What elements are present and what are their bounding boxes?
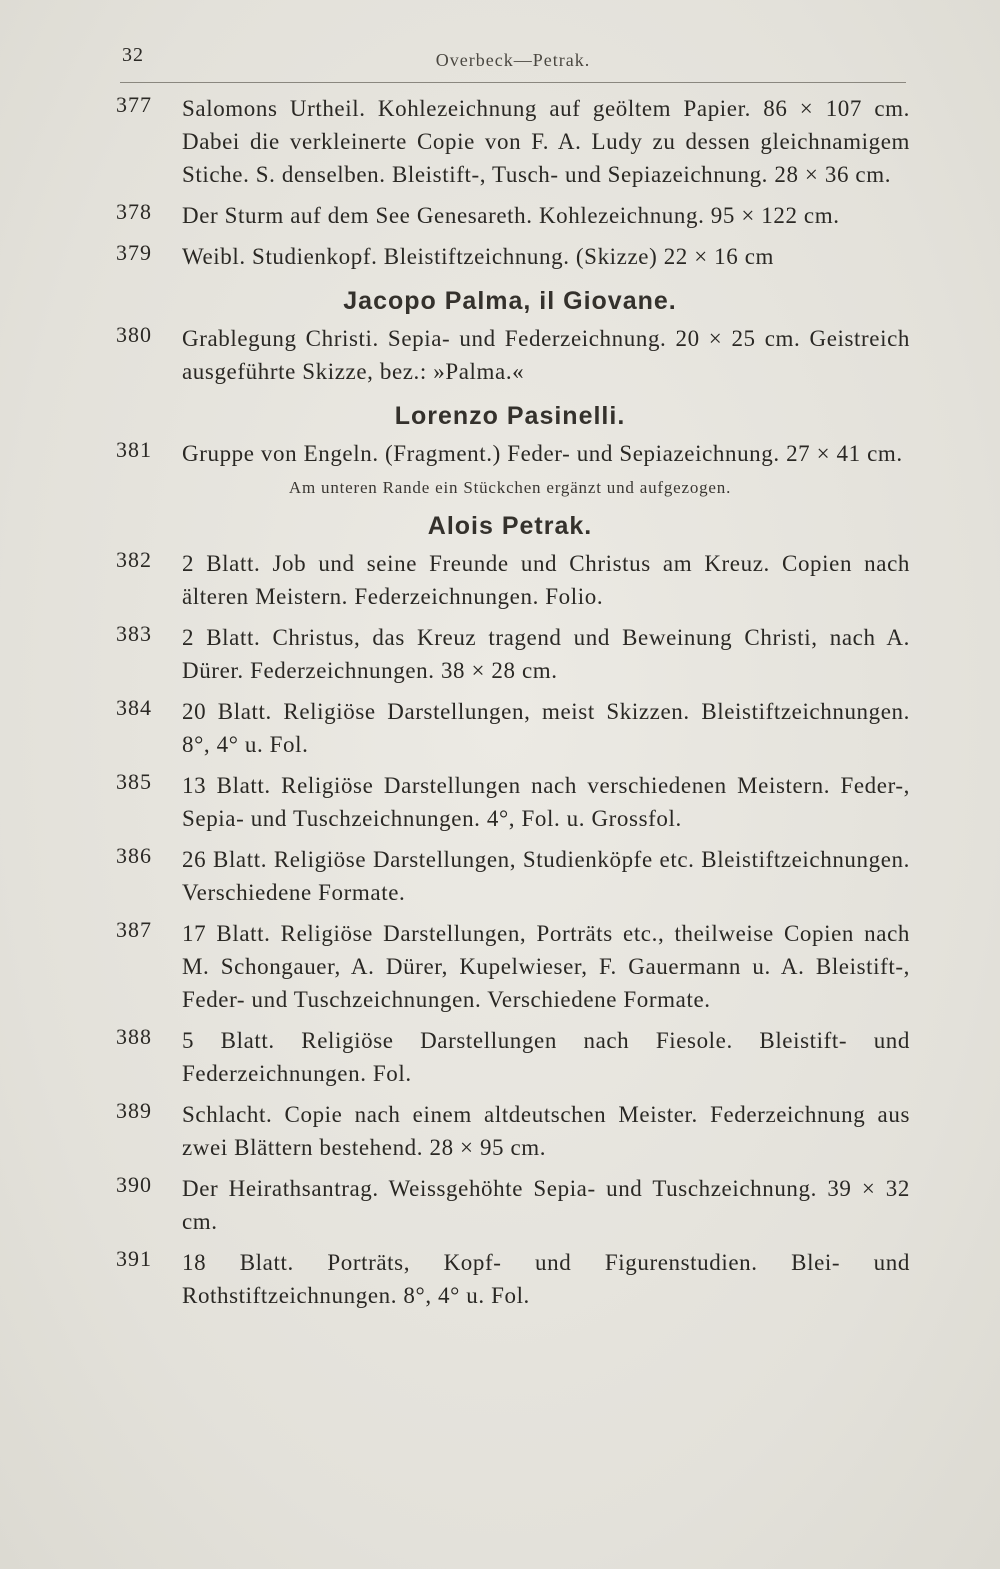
entry-number: 389 xyxy=(116,1098,152,1123)
entry-number: 383 xyxy=(116,621,152,646)
entry-text: 26 Blatt. Religiöse Darstellungen, Studienköpfe etc. Bleistiftzeichnungen. Verschiedene Formate. xyxy=(182,847,910,905)
artist-heading: Alois Petrak. xyxy=(427,512,593,540)
artist-heading: Jacopo Palma, il Giovane. xyxy=(343,287,677,315)
catalog-entry xyxy=(110,1246,910,1312)
entry-text: 5 Blatt. Religiöse Darstellungen nach Fiesole. Bleistift- und Federzeichnungen. Fol. xyxy=(182,1028,910,1086)
catalog-entry xyxy=(110,92,910,191)
catalog-entry xyxy=(110,917,910,1016)
entry-text: 2 Blatt. Job und seine Freunde und Christus am Kreuz. Copien nach älteren Meistern. Federzeichnungen. Folio. xyxy=(182,551,910,609)
entry-number: 390 xyxy=(116,1172,152,1197)
catalog-entry xyxy=(110,437,910,470)
entry-number: 382 xyxy=(116,547,152,572)
catalog-entry xyxy=(110,322,910,388)
catalog-entry xyxy=(110,1098,910,1164)
entry-text: Der Sturm auf dem See Genesareth. Kohlezeichnung. 95 × 122 cm. xyxy=(182,203,840,228)
running-head: Overbeck—Petrak. xyxy=(435,50,591,70)
entry-number: 387 xyxy=(116,917,152,942)
entry-text: Gruppe von Engeln. (Fragment.) Feder- und Sepiazeichnung. 27 × 41 cm. xyxy=(182,441,903,466)
entry-text: Der Heirathsantrag. Weissgehöhte Sepia- und Tuschzeichnung. 39 × 32 cm. xyxy=(182,1176,910,1234)
page-number: 32 xyxy=(122,44,144,66)
catalog-entry xyxy=(110,199,910,232)
catalog-entry xyxy=(110,695,910,761)
catalog-entry xyxy=(110,240,910,273)
entry-number: 377 xyxy=(116,92,152,117)
catalog-body xyxy=(110,92,910,1320)
entry-number: 384 xyxy=(116,695,152,720)
entry-text: Salomons Urtheil. Kohlezeichnung auf geöltem Papier. 86 × 107 cm. Dabei die verkleinerte Copie von F. A. Ludy zu dessen gleichnamigem Stiche. S. denselben. Bleistift-, Tusch- und Sepiazeichnung. 28 × 36 cm. xyxy=(182,96,910,187)
entry-text: Schlacht. Copie nach einem altdeutschen Meister. Federzeichnung aus zwei Blättern bestehend. 28 × 95 cm. xyxy=(182,1102,910,1160)
entry-number: 381 xyxy=(116,437,152,462)
entry-number: 379 xyxy=(116,240,152,265)
entry-number: 391 xyxy=(116,1246,152,1271)
artist-heading: Lorenzo Pasinelli. xyxy=(394,402,626,430)
entry-text: 2 Blatt. Christus, das Kreuz tragend und Beweinung Christi, nach A. Dürer. Federzeichnungen. 38 × 28 cm. xyxy=(182,625,910,683)
entry-text: 13 Blatt. Religiöse Darstellungen nach verschiedenen Meistern. Feder-, Sepia- und Tuschzeichnungen. 4°, Fol. u. Grossfol. xyxy=(182,773,910,831)
entry-number: 388 xyxy=(116,1024,152,1049)
catalog-entry xyxy=(110,621,910,687)
catalog-entry xyxy=(110,769,910,835)
entry-text: Weibl. Studienkopf. Bleistiftzeichnung. (Skizze) 22 × 16 cm xyxy=(182,244,775,269)
entry-number: 385 xyxy=(116,769,152,794)
catalog-entry xyxy=(110,843,910,909)
catalog-entry xyxy=(110,1024,910,1090)
entry-text: 18 Blatt. Porträts, Kopf- und Figurenstudien. Blei- und Rothstiftzeichnungen. 8°, 4° u. Fol. xyxy=(182,1250,910,1308)
entry-number: 380 xyxy=(116,322,152,347)
entry-text: 20 Blatt. Religiöse Darstellungen, meist Skizzen. Bleistiftzeichnungen. 8°, 4° u. Fol. xyxy=(182,699,910,757)
entry-number: 378 xyxy=(116,199,152,224)
entry-text: 17 Blatt. Religiöse Darstellungen, Porträts etc., theilweise Copien nach M. Schongauer, A. Dürer, Kupelwieser, F. Gauermann u. A. Bleistift-, Feder- und Tuschzeichnungen. Verschiedene Formate. xyxy=(182,921,910,1012)
entry-note: Am unteren Rande ein Stückchen ergänzt und aufgezogen. xyxy=(288,478,732,497)
entry-text: Grablegung Christi. Sepia- und Federzeichnung. 20 × 25 cm. Geistreich ausgeführte Skizze, bez.: »Palma.« xyxy=(182,326,910,384)
entry-number: 386 xyxy=(116,843,152,868)
page-header xyxy=(120,42,906,83)
catalog-entry xyxy=(110,1172,910,1238)
catalog-entry xyxy=(110,547,910,613)
